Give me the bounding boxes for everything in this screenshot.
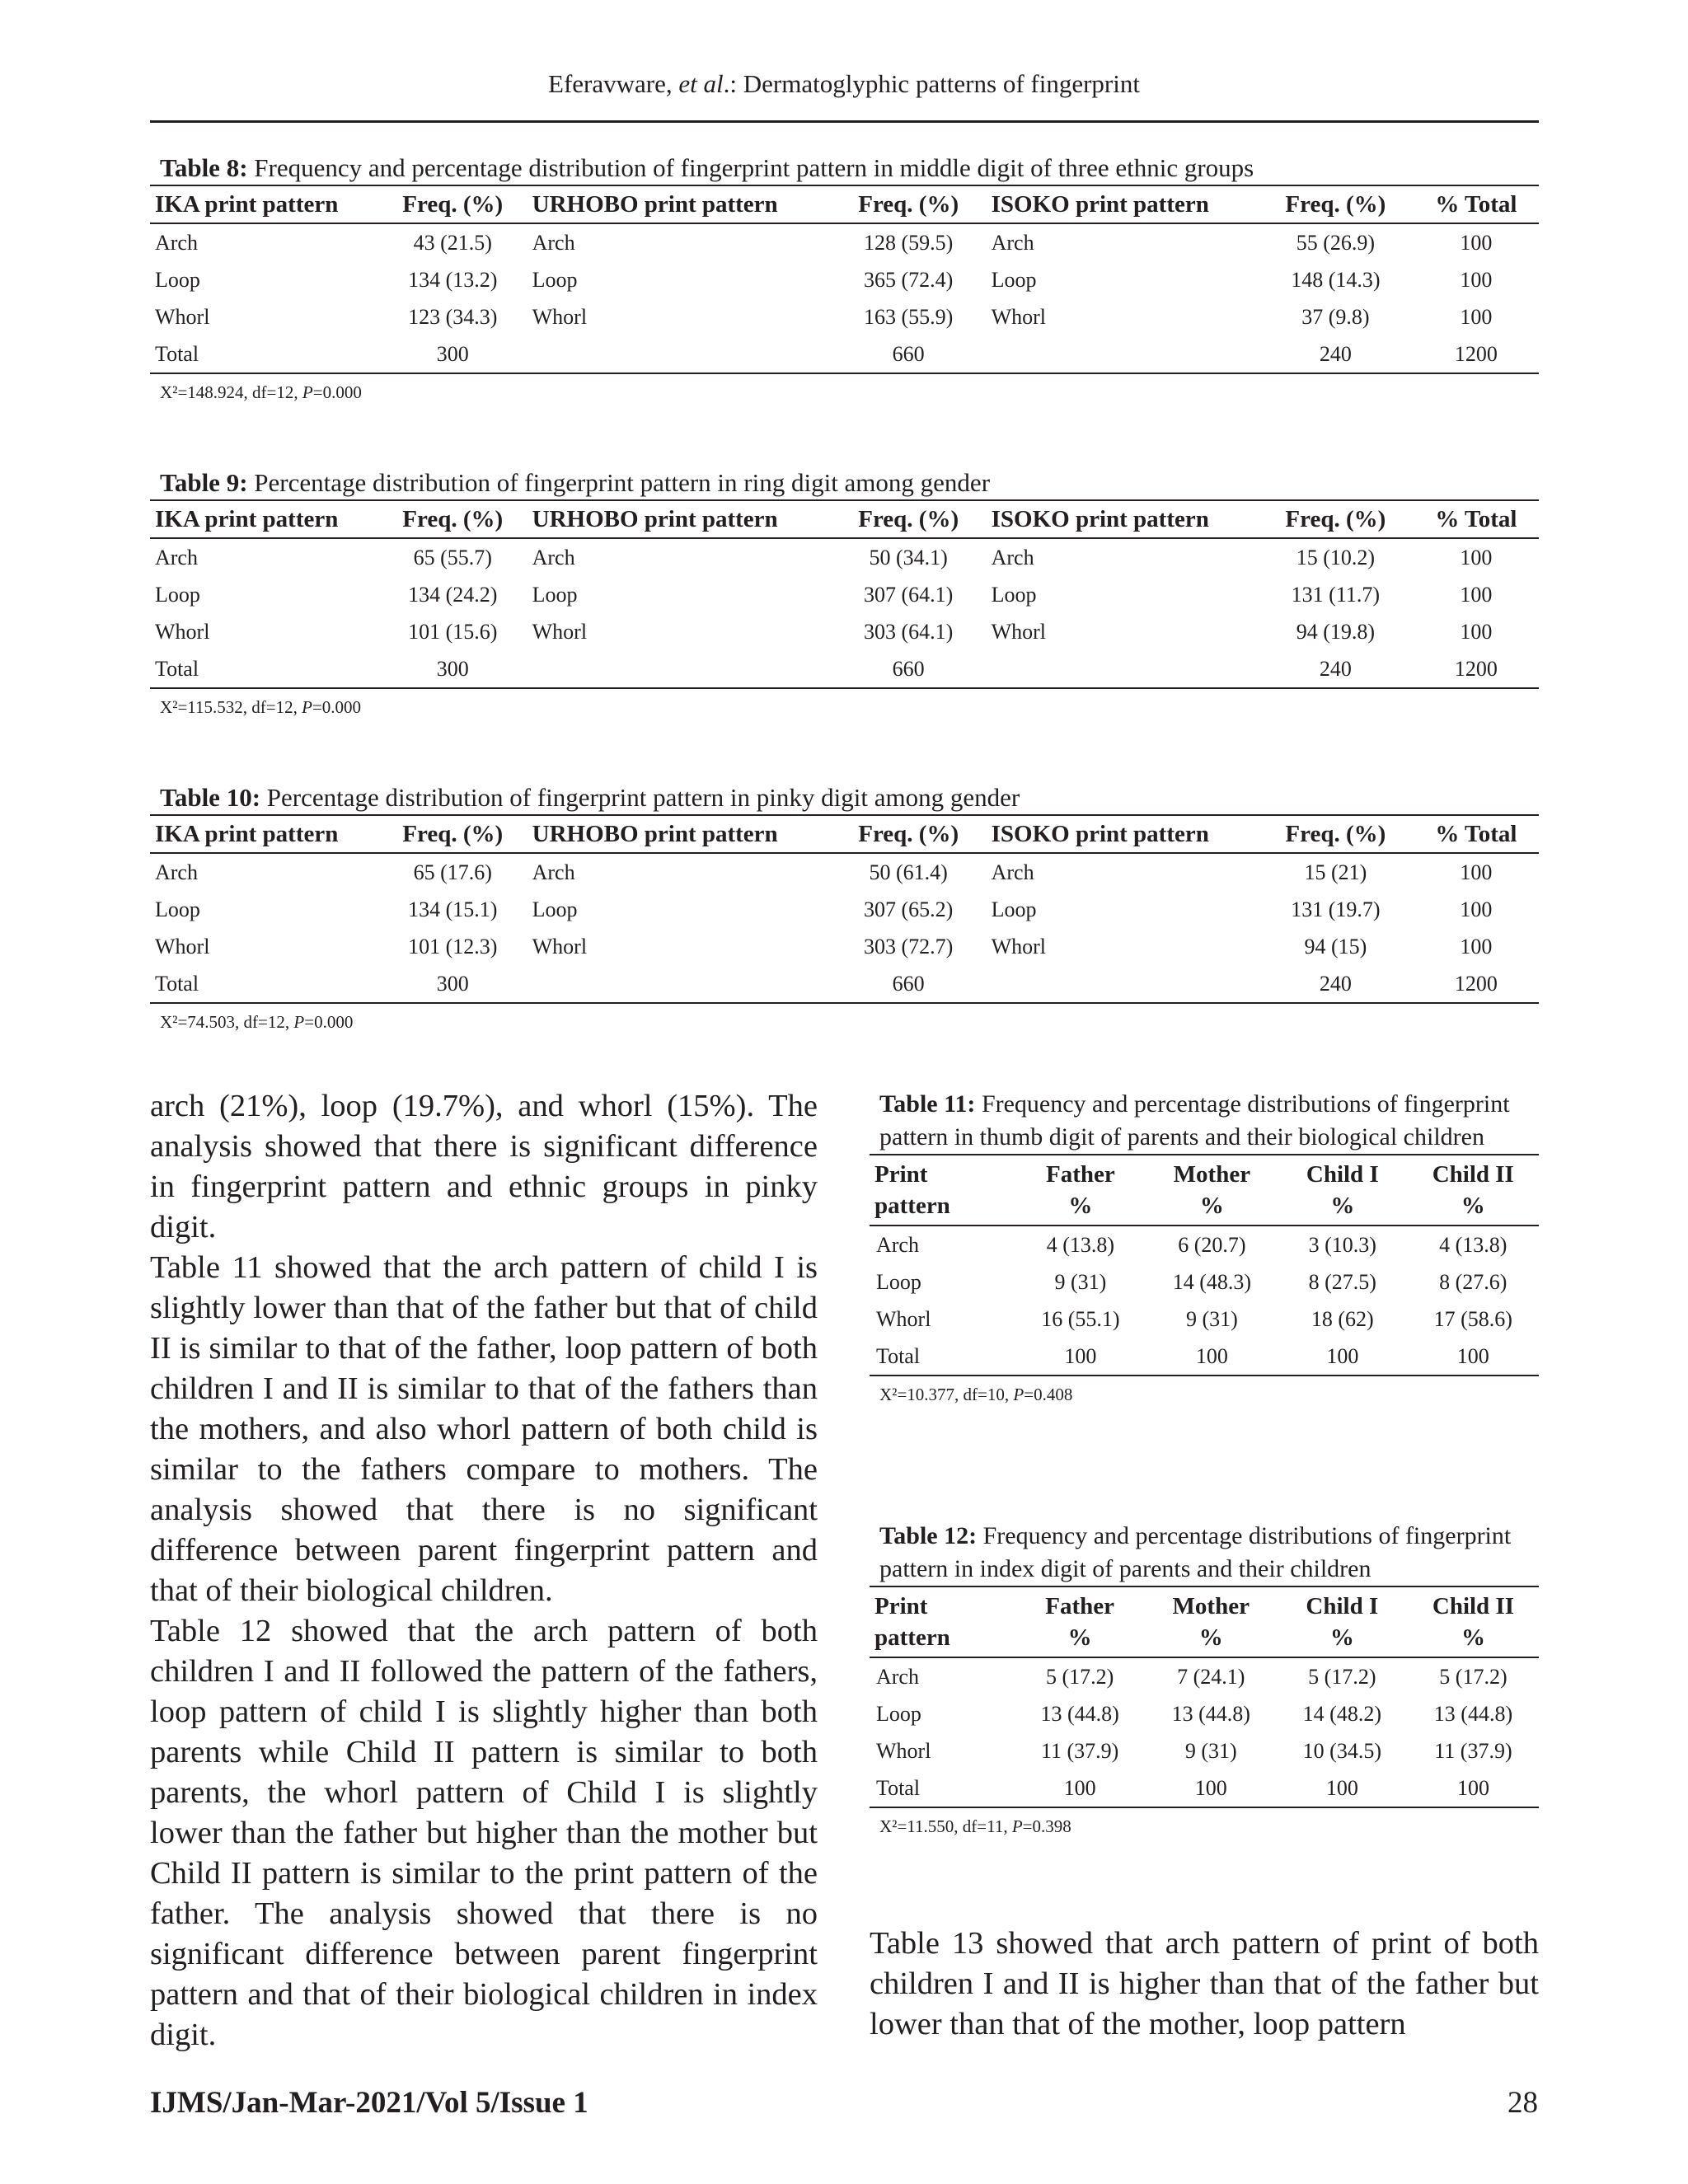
column-header [1408, 1155, 1539, 1226]
table-cell: Whorl [991, 934, 1047, 958]
table-cell: Whorl [876, 1306, 931, 1331]
table-label: Table 8: [160, 153, 248, 182]
table-cell: 100 [1015, 1338, 1146, 1376]
table-cell: Total [150, 650, 378, 688]
table-caption-text: Frequency and percentage distribution of fingerprint pattern in middle digit of three ethnic groups [247, 153, 1254, 182]
table-cell: 100 [1408, 1769, 1539, 1807]
table-row [150, 891, 1539, 928]
table-cell: 134 (15.1) [408, 897, 498, 921]
table-cell: 131 (11.7) [1291, 582, 1381, 607]
table-cell: 3 (10.3) [1308, 1232, 1376, 1257]
table-cell: Arch [876, 1664, 919, 1689]
table-cell: Whorl [532, 934, 588, 958]
table-cell: 307 (64.1) [864, 582, 954, 607]
column-header: IKA print pattern [150, 500, 378, 538]
table-cell: 128 (59.5) [864, 230, 954, 255]
table-cell: Arch [991, 230, 1034, 255]
column-header-line: Mother [1172, 1593, 1250, 1619]
table-cell: 100 [1146, 1769, 1277, 1807]
column-header-line: pattern [874, 1193, 950, 1219]
column-header: Freq. (%) [831, 185, 987, 223]
table-cell: Loop [532, 897, 578, 921]
note-p-symbol: P [1011, 1816, 1023, 1836]
paragraph: arch (21%), loop (19.7%), and whorl (15%). The analysis showed that there is significant difference in fingerprint pattern and ethnic groups in pinky digit. [150, 1089, 818, 1244]
table-row [870, 1769, 1539, 1807]
table-row [150, 853, 1539, 891]
table-cell: 100 [1277, 1769, 1408, 1807]
table-cell: 240 [1258, 965, 1414, 1003]
table-caption [150, 466, 1539, 499]
data-table [870, 1154, 1539, 1376]
table-cell: 240 [1258, 335, 1414, 373]
table-cell: 50 (34.1) [869, 545, 948, 569]
table-row [150, 298, 1539, 335]
table-caption-text: Frequency and percentage distributions of fingerprint pattern in index digit of parents and their children [879, 1522, 1512, 1582]
running-head-etal: et al [678, 69, 724, 98]
table-cell: 365 (72.4) [864, 267, 954, 292]
column-header: Freq. (%) [378, 500, 528, 538]
table-cell: 13 (44.8) [1171, 1701, 1250, 1726]
table-cell: 303 (72.7) [864, 934, 954, 958]
table-row [150, 965, 1539, 1003]
table-note [150, 382, 1539, 403]
table-cell [528, 335, 831, 373]
table-cell [528, 650, 831, 688]
table-cell: Whorl [532, 304, 588, 329]
table-cell: 134 (24.2) [408, 582, 498, 607]
table-caption [870, 1520, 1539, 1586]
column-header-line: Child II [1432, 1161, 1514, 1188]
column-header [1278, 1155, 1407, 1226]
table-cell: 100 [1460, 897, 1493, 921]
table-cell: Total [870, 1769, 1015, 1807]
data-table [150, 814, 1539, 1004]
table-11 [870, 1088, 1539, 1405]
column-header [1015, 1155, 1146, 1226]
table-cell: 100 [1408, 1338, 1539, 1376]
table-cell: 17 (58.6) [1433, 1306, 1512, 1331]
table-cell: 94 (19.8) [1296, 619, 1376, 644]
table-header-row [150, 815, 1539, 853]
column-header-line: % [1329, 1624, 1354, 1651]
table-cell: Whorl [532, 619, 588, 644]
table-cell: Whorl [155, 619, 210, 644]
table-cell: 8 (27.5) [1308, 1269, 1376, 1294]
data-table [870, 1586, 1539, 1808]
running-head-title: Dermatoglyphic patterns of fingerprint [743, 69, 1140, 98]
table-row [870, 1263, 1539, 1301]
column-header: % Total [1414, 185, 1539, 223]
table-cell: 100 [1460, 860, 1493, 884]
table-cell: Arch [532, 860, 575, 884]
column-header-line: Father [1045, 1593, 1115, 1619]
table-row [150, 335, 1539, 373]
table-cell: Loop [876, 1269, 921, 1294]
note-p-symbol: P [1013, 1385, 1025, 1404]
table-cell: 13 (44.8) [1040, 1701, 1119, 1726]
table-cell: 100 [1460, 545, 1493, 569]
table-cell: 5 (17.2) [1045, 1664, 1114, 1689]
table-cell [987, 335, 1258, 373]
table-caption-text: Percentage distribution of fingerprint pattern in pinky digit among gender [260, 783, 1020, 812]
header-rule [150, 120, 1539, 123]
table-note [870, 1385, 1539, 1405]
table-cell: 18 (62) [1311, 1306, 1374, 1331]
table-cell: Whorl [991, 619, 1047, 644]
table-8 [150, 152, 1539, 403]
table-row [870, 1338, 1539, 1376]
note-p-value: =0.398 [1022, 1816, 1071, 1836]
column-header: Freq. (%) [378, 185, 528, 223]
table-cell: 5 (17.2) [1439, 1664, 1507, 1689]
table-cell: 14 (48.3) [1172, 1269, 1252, 1294]
table-cell: 100 [1278, 1338, 1407, 1376]
column-header: % Total [1414, 500, 1539, 538]
running-head [0, 69, 1688, 99]
table-row [870, 1695, 1539, 1732]
table-cell: 100 [1146, 1338, 1278, 1376]
column-header-line: Father [1046, 1161, 1115, 1188]
table-9 [150, 466, 1539, 718]
table-row [870, 1657, 1539, 1695]
table-cell: 9 (31) [1184, 1738, 1237, 1763]
table-cell: 101 (15.6) [408, 619, 498, 644]
table-cell: 240 [1258, 650, 1414, 688]
table-caption-text: Percentage distribution of fingerprint pattern in ring digit among gender [247, 468, 991, 497]
table-row [870, 1732, 1539, 1769]
note-stat: X²=74.503, df=12, [160, 1012, 294, 1032]
table-cell: Arch [155, 230, 198, 255]
column-header: ISOKO print pattern [987, 500, 1258, 538]
journal-footer: IJMS/Jan-Mar-2021/Vol 5/Issue 1 [150, 2086, 588, 2120]
table-cell: 101 (12.3) [408, 934, 498, 958]
column-header [1408, 1586, 1539, 1657]
table-10 [150, 781, 1539, 1033]
table-cell: 123 (34.3) [408, 304, 498, 329]
table-cell: Arch [991, 545, 1034, 569]
table-cell: 94 (15) [1304, 934, 1367, 958]
table-cell: 43 (21.5) [413, 230, 492, 255]
table-cell: 50 (61.4) [869, 860, 948, 884]
table-label: Table 9: [160, 468, 248, 497]
table-cell: 100 [1015, 1769, 1146, 1807]
table-cell: 37 (9.8) [1301, 304, 1370, 329]
column-header: ISOKO print pattern [987, 815, 1258, 853]
table-cell: 9 (31) [1054, 1269, 1107, 1294]
table-cell: Loop [155, 582, 200, 607]
table-cell: Loop [991, 897, 1037, 921]
note-p-value: =0.408 [1024, 1385, 1073, 1404]
table-cell: 14 (48.2) [1302, 1701, 1381, 1726]
column-header-line: % [1198, 1624, 1223, 1651]
table-cell: 100 [1460, 619, 1493, 644]
table-cell: 100 [1460, 934, 1493, 958]
table-cell: Arch [155, 545, 198, 569]
table-cell: 303 (64.1) [864, 619, 954, 644]
column-header: Freq. (%) [831, 815, 987, 853]
column-header-line: Child I [1306, 1161, 1379, 1188]
column-header-line: Mother [1173, 1161, 1251, 1188]
table-cell: Loop [876, 1701, 921, 1726]
column-header: Freq. (%) [831, 500, 987, 538]
table-cell: 660 [831, 335, 987, 373]
column-header-line: Child I [1306, 1593, 1379, 1619]
column-header-line: Print [874, 1593, 928, 1619]
table-cell [987, 965, 1258, 1003]
table-cell: Arch [532, 230, 575, 255]
column-header-line: % [1067, 1624, 1092, 1651]
column-header [1146, 1155, 1278, 1226]
table-cell: 300 [378, 650, 528, 688]
table-cell: Loop [991, 582, 1037, 607]
table-cell: 15 (21) [1304, 860, 1367, 884]
table-cell: 300 [378, 335, 528, 373]
table-cell: 163 (55.9) [864, 304, 954, 329]
right-column-text [870, 1924, 1539, 2045]
table-cell: 1200 [1414, 650, 1539, 688]
table-row [150, 576, 1539, 613]
column-header: IKA print pattern [150, 815, 378, 853]
table-row [870, 1301, 1539, 1338]
table-cell: Total [150, 965, 378, 1003]
note-p-symbol: P [302, 382, 313, 402]
table-cell: Loop [532, 267, 578, 292]
table-caption [150, 152, 1539, 185]
note-p-value: =0.000 [304, 1012, 354, 1032]
column-header: % Total [1414, 815, 1539, 853]
table-row [150, 223, 1539, 261]
column-header: Freq. (%) [378, 815, 528, 853]
column-header-line: % [1330, 1193, 1355, 1219]
table-note [870, 1816, 1539, 1837]
column-header: IKA print pattern [150, 185, 378, 223]
table-cell: 300 [378, 965, 528, 1003]
table-12 [870, 1520, 1539, 1837]
table-cell: Whorl [991, 304, 1047, 329]
note-stat: X²=11.550, df=11, [879, 1816, 1012, 1836]
table-cell: Arch [991, 860, 1034, 884]
table-cell: 4 (13.8) [1439, 1232, 1507, 1257]
column-header-line: % [1199, 1193, 1224, 1219]
table-cell: 11 (37.9) [1434, 1738, 1512, 1763]
table-cell: Arch [532, 545, 575, 569]
table-cell: 16 (55.1) [1041, 1306, 1120, 1331]
table-cell: 134 (13.2) [408, 267, 498, 292]
table-cell: 4 (13.8) [1046, 1232, 1115, 1257]
paragraph: Table 11 showed that the arch pattern of child I is slightly lower than that of the father but that of child II is similar to that of the father, loop pattern of both children I and II is similar to that of the fathers than the mothers, and also whorl pattern of both child is similar to the fathers compare to mothers. The analysis showed that there is no significant difference between parent fingerprint pattern and that of their biological children. [150, 1250, 818, 1608]
column-header-line: Print [874, 1161, 928, 1188]
note-p-symbol: P [302, 697, 312, 717]
table-cell: Loop [155, 267, 200, 292]
column-header: URHOBO print pattern [528, 185, 831, 223]
data-table [150, 499, 1539, 689]
page-number: 28 [1507, 2086, 1538, 2120]
table-cell: 148 (14.3) [1291, 267, 1381, 292]
table-cell: 6 (20.7) [1178, 1232, 1246, 1257]
column-header [870, 1586, 1015, 1657]
table-label: Table 10: [160, 783, 261, 812]
note-stat: X²=115.532, df=12, [160, 697, 302, 717]
table-cell: Whorl [155, 304, 210, 329]
table-cell: 100 [1460, 582, 1493, 607]
table-cell: 8 (27.6) [1439, 1269, 1507, 1294]
table-cell: Arch [155, 860, 198, 884]
table-cell: 100 [1460, 230, 1493, 255]
table-cell: 13 (44.8) [1433, 1701, 1513, 1726]
table-header-row [150, 185, 1539, 223]
table-cell: Total [870, 1338, 1015, 1376]
table-cell: 307 (65.2) [864, 897, 954, 921]
table-cell: Total [150, 335, 378, 373]
column-header: Freq. (%) [1258, 185, 1414, 223]
table-caption [150, 781, 1539, 814]
table-cell: 100 [1460, 267, 1493, 292]
running-head-sep: .: [723, 69, 743, 98]
table-cell: Arch [876, 1232, 919, 1257]
note-stat: X²=10.377, df=10, [879, 1385, 1014, 1404]
note-p-value: =0.000 [312, 382, 362, 402]
table-cell: Loop [155, 897, 200, 921]
column-header: ISOKO print pattern [987, 185, 1258, 223]
table-cell: 15 (10.2) [1296, 545, 1376, 569]
table-header-row [150, 500, 1539, 538]
table-cell: 1200 [1414, 965, 1539, 1003]
table-row [150, 928, 1539, 965]
note-p-symbol: P [293, 1012, 305, 1032]
table-cell: 1200 [1414, 335, 1539, 373]
paragraph: Table 13 showed that arch pattern of print of both children I and II is higher than that of the father but lower than that of the mother, loop pattern [870, 1926, 1539, 2041]
table-cell: 660 [831, 650, 987, 688]
table-row [150, 650, 1539, 688]
column-header: URHOBO print pattern [528, 500, 831, 538]
table-cell: 11 (37.9) [1040, 1738, 1119, 1763]
column-header: URHOBO print pattern [528, 815, 831, 853]
column-header-line: pattern [874, 1624, 950, 1651]
table-header-row [870, 1155, 1539, 1226]
paragraph: Table 12 showed that the arch pattern of both children I and II followed the pattern of the fathers, loop pattern of child I is slightly higher than both parents while Child II pattern is similar to both parents, the whorl pattern of Child I is slightly lower than the father but higher than the mother but Child II pattern is similar to the print pattern of the father. The analysis showed that there is no significant difference between parent fingerprint pattern and that of their biological children in index digit. [150, 1614, 818, 2052]
column-header [1015, 1586, 1146, 1657]
table-caption-text: Frequency and percentage distributions of fingerprint pattern in thumb digit of parents and their biological children [879, 1090, 1510, 1151]
table-cell: 65 (17.6) [413, 860, 492, 884]
table-cell [528, 965, 831, 1003]
table-row [870, 1226, 1539, 1263]
table-label: Table 12: [879, 1522, 978, 1549]
column-header-line: Child II [1432, 1593, 1515, 1619]
table-cell: 55 (26.9) [1296, 230, 1376, 255]
column-header-line: % [1461, 1193, 1485, 1219]
note-stat: X²=148.924, df=12, [160, 382, 302, 402]
column-header [870, 1155, 1015, 1226]
table-caption [870, 1088, 1539, 1154]
table-cell: 100 [1460, 304, 1493, 329]
table-cell: 131 (19.7) [1291, 897, 1381, 921]
running-head-authors: Eferavware, [548, 69, 679, 98]
column-header-line: % [1461, 1624, 1485, 1651]
table-cell: 7 (24.1) [1177, 1664, 1245, 1689]
column-header [1277, 1586, 1408, 1657]
table-label: Table 11: [879, 1090, 976, 1118]
table-row [150, 261, 1539, 298]
table-cell: Loop [532, 582, 578, 607]
table-cell [987, 650, 1258, 688]
table-cell: Whorl [155, 934, 210, 958]
column-header [1146, 1586, 1277, 1657]
table-row [150, 613, 1539, 650]
table-note [150, 1012, 1539, 1033]
table-row [150, 538, 1539, 576]
table-cell: Whorl [876, 1738, 931, 1763]
column-header: Freq. (%) [1258, 815, 1414, 853]
table-cell: 5 (17.2) [1308, 1664, 1376, 1689]
table-note [150, 697, 1539, 718]
table-header-row [870, 1586, 1539, 1657]
column-header: Freq. (%) [1258, 500, 1414, 538]
table-cell: 10 (34.5) [1302, 1738, 1381, 1763]
data-table [150, 185, 1539, 374]
column-header-line: % [1068, 1193, 1093, 1219]
table-cell: 9 (31) [1185, 1306, 1238, 1331]
note-p-value: =0.000 [312, 697, 362, 717]
table-cell: Loop [991, 267, 1037, 292]
table-cell: 660 [831, 965, 987, 1003]
table-cell: 65 (55.7) [413, 545, 492, 569]
left-column-text [150, 1086, 818, 2055]
